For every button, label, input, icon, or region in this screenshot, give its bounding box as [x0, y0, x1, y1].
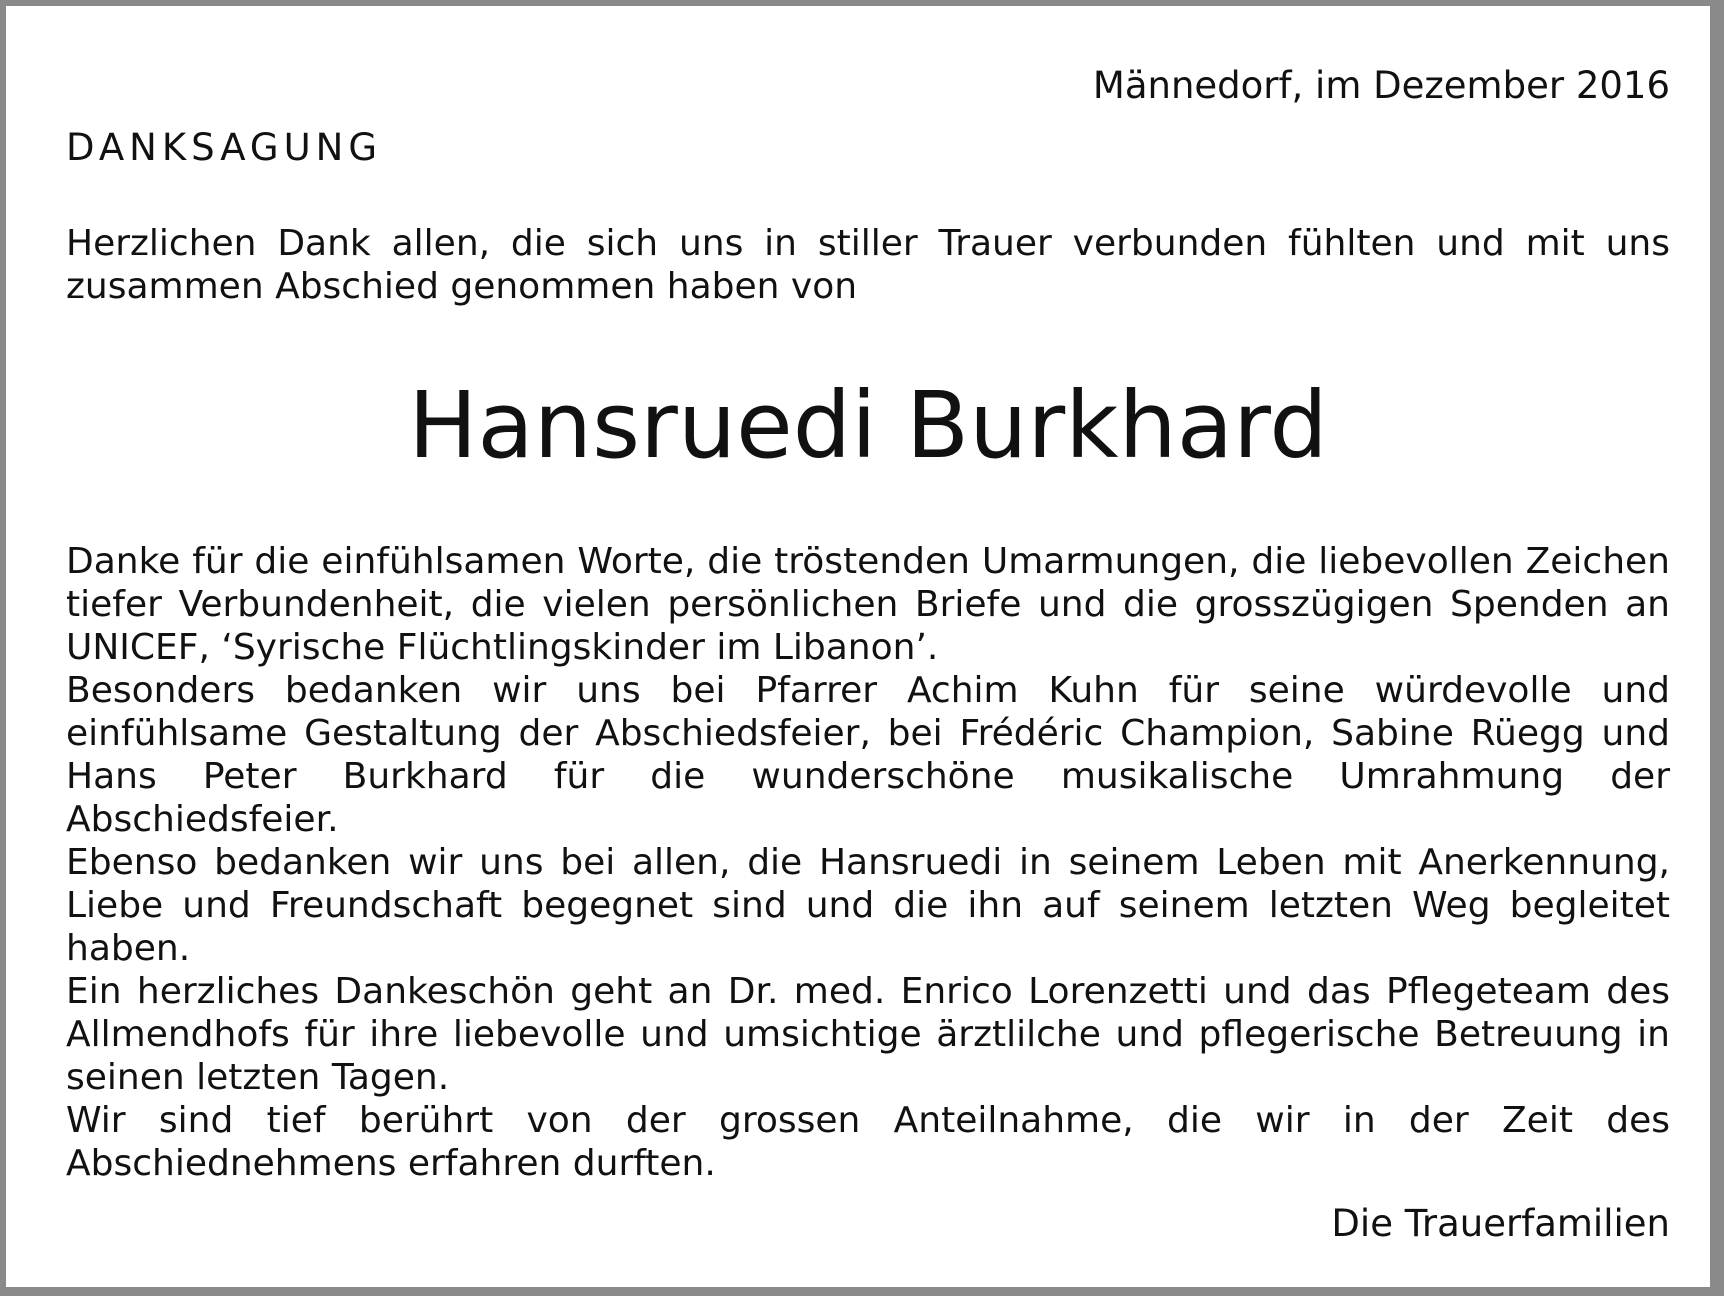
- thanks-paragraph: Wir sind tief berührt von der grossen Anteilnahme, die wir in der Zeit des Abschiednehmens erfahren durften.: [66, 1100, 1670, 1184]
- thanks-paragraph: Besonders bedanken wir uns bei Pfarrer Achim Kuhn für seine würdevolle und einfühlsame Gestaltung der Abschiedsfeier, bei Frédéric Champion, Sabine Rüegg und Hans Peter Burkhard für die wunderschöne musikalische Umrahmung der Abschiedsfeier.: [66, 670, 1670, 840]
- notice-content: [66, 6, 1670, 1302]
- signature: Die Trauerfamilien: [1331, 1202, 1670, 1245]
- place-date: Männedorf, im Dezember 2016: [1092, 64, 1670, 107]
- intro-text: Herzlichen Dank allen, die sich uns in stiller Trauer verbunden fühlten und mit uns zusammen Abschied genommen haben von: [66, 223, 1670, 307]
- thanks-paragraph: Ein herzliches Dankeschön geht an Dr. med. Enrico Lorenzetti und das Pflegeteam des Allmendhofs für ihre liebevolle und umsichtige ärztlilche und pflegerische Betreuung in seinen letzten Tagen.: [66, 971, 1670, 1098]
- deceased-name: Hansruedi Burkhard: [408, 372, 1328, 479]
- notice-heading: DANKSAGUNG: [66, 126, 383, 169]
- thanks-paragraph: Danke für die einfühlsamen Worte, die tröstenden Umarmungen, die liebevollen Zeichen tiefer Verbundenheit, die vielen persönlichen Briefe und die grosszügigen Spenden an UNICEF, ‘Syrische Flüchtlingskinder im Libanon’.: [66, 541, 1670, 668]
- thanks-body: [66, 540, 1670, 1185]
- thanks-paragraph: Ebenso bedanken wir uns bei allen, die Hansruedi in seinem Leben mit Anerkennung, Liebe und Freundschaft begegnet sind und die ihn auf seinem letzten Weg begleitet haben.: [66, 842, 1670, 969]
